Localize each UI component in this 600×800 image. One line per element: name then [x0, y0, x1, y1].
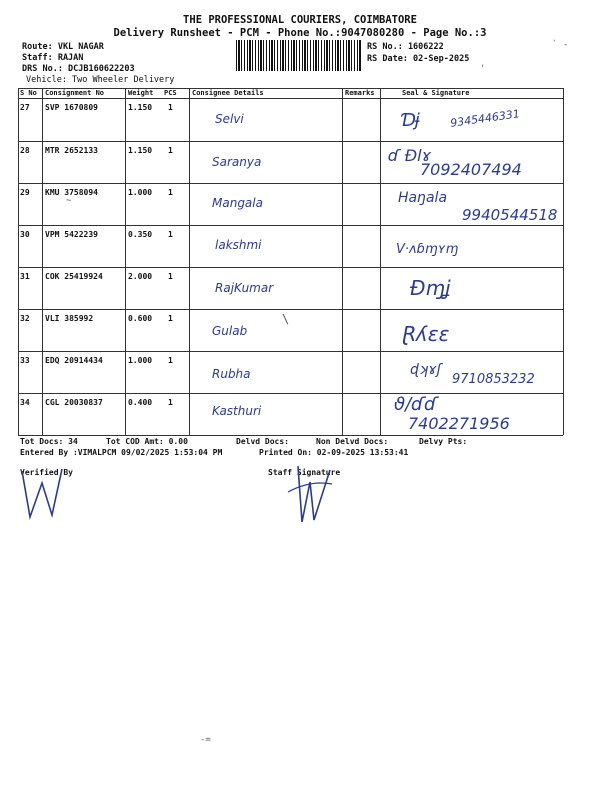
printed-on: Printed On: 02-09-2025 13:53:41 [259, 448, 409, 457]
signature-scrawl: Ɽʎɛɛ [402, 322, 450, 346]
barcode [236, 40, 361, 71]
col-header-sno: S No [20, 89, 37, 97]
pen-mark: ~ [66, 196, 72, 206]
scan-mark: ' [480, 64, 486, 74]
row-consignment: EDQ 20914434 [45, 356, 103, 365]
signature-scrawl: ɖʞɤʃ [410, 362, 442, 378]
row-divider [18, 141, 563, 142]
signature-scrawl: Haŋala [398, 190, 448, 206]
handwritten-consignee: RajKumar [215, 281, 274, 295]
row-pcs: 1 [168, 398, 173, 407]
route-label: Route: VKL NAGAR [22, 42, 104, 52]
row-divider [18, 225, 563, 226]
verified-by-signature [18, 465, 78, 525]
row-sno: 29 [20, 188, 30, 197]
col-header-pcs: PCS [164, 89, 177, 97]
col-header-consignee: Consignee Details [192, 89, 264, 97]
signature-scrawl: Ɖɱʝ [410, 276, 451, 300]
vehicle-label: Vehicle: Two Wheeler Delivery [26, 75, 175, 85]
handwritten-consignee: Saranya [212, 155, 262, 169]
handwritten-phone: 7092407494 [420, 160, 522, 179]
row-pcs: 1 [168, 146, 173, 155]
col-border [380, 88, 381, 435]
row-weight: 0.400 [128, 398, 153, 407]
signature-scrawl: ɗ Ɖlɤ [388, 146, 432, 165]
row-sno: 34 [20, 398, 30, 407]
row-consignment: SVP 1670809 [45, 103, 98, 112]
col-border [189, 88, 190, 435]
drs-number: DRS No.: DCJB160622203 [22, 64, 135, 74]
row-divider [18, 393, 563, 394]
row-weight: 1.000 [128, 356, 153, 365]
row-consignment: MTR 2652133 [45, 146, 98, 155]
row-pcs: 1 [168, 272, 173, 281]
handwritten-consignee: Kasthuri [212, 404, 262, 418]
row-consignment: COK 25419924 [45, 272, 103, 281]
row-weight: 1.150 [128, 146, 153, 155]
row-consignment: KMU 3758094 [45, 188, 98, 197]
row-sno: 32 [20, 314, 30, 323]
row-pcs: 1 [168, 356, 173, 365]
row-sno: 30 [20, 230, 30, 239]
row-pcs: 1 [168, 314, 173, 323]
row-sno: 33 [20, 356, 30, 365]
company-title: THE PROFESSIONAL COURIERS, COIMBATORE [183, 14, 417, 26]
col-header-weight: Weight [128, 89, 154, 97]
handwritten-phone: 9940544518 [462, 206, 558, 224]
row-sno: 31 [20, 272, 30, 281]
row-pcs: 1 [168, 103, 173, 112]
handwritten-consignee: Mangala [212, 196, 263, 210]
handwritten-phone: 7402271956 [408, 414, 510, 433]
col-border [18, 88, 19, 435]
row-pcs: 1 [168, 188, 173, 197]
row-sno: 27 [20, 103, 30, 112]
col-border [125, 88, 126, 435]
signature-scrawl: V·ʌɓɱʏɱ [396, 242, 459, 257]
handwritten-phone: 9710853232 [452, 372, 535, 387]
row-consignment: CGL 20030837 [45, 398, 103, 407]
row-weight: 1.000 [128, 188, 153, 197]
col-header-consignment: Consignment No [45, 89, 105, 97]
delivery-points: Delvy Pts: [419, 437, 468, 446]
handwritten-consignee: Gulab [212, 324, 248, 338]
row-divider [18, 351, 563, 352]
row-pcs: 1 [168, 230, 173, 239]
staff-label: Staff: RAJAN [22, 53, 84, 63]
col-border [42, 88, 43, 435]
col-border [342, 88, 343, 435]
signature-scrawl: ϑ/ɗɗ [394, 394, 438, 415]
row-divider [18, 267, 563, 268]
staff-signature-label: Staff Signature [268, 468, 341, 477]
row-consignment: VLI 385992 [45, 314, 94, 323]
delivered-docs: Delvd Docs: [236, 437, 289, 446]
verified-by-label: Verified By [20, 468, 73, 477]
col-header-signature: Seal & Signature [402, 89, 470, 97]
header-divider [18, 98, 563, 99]
handwritten-consignee: Selvi [215, 112, 244, 126]
row-sno: 28 [20, 146, 30, 155]
rs-date: RS Date: 02-Sep-2025 [367, 54, 470, 64]
handwritten-consignee: Rubha [212, 367, 251, 381]
row-divider [18, 309, 563, 310]
scan-mark: ` - [552, 40, 569, 50]
row-divider [18, 183, 563, 184]
row-weight: 1.150 [128, 103, 153, 112]
handwritten-consignee: lakshmi [215, 238, 262, 252]
total-docs: Tot Docs: 34 [20, 437, 78, 446]
col-border [563, 88, 564, 435]
staff-signature-mark [280, 462, 340, 530]
col-header-remarks: Remarks [345, 89, 375, 97]
row-consignment: VPM 5422239 [45, 230, 98, 239]
entered-by: Entered By :VIMALPCM 09/02/2025 1:53:04 PM [20, 448, 223, 457]
total-cod-amount: Tot COD Amt: 0.00 [106, 437, 188, 446]
table-bottom-border [18, 435, 563, 436]
pen-mark: \ [282, 312, 290, 326]
row-weight: 0.600 [128, 314, 153, 323]
row-weight: 0.350 [128, 230, 153, 239]
runsheet-title: Delivery Runsheet - PCM - Phone No.:9047080280 - Page No.:3 [113, 27, 487, 39]
non-delivered-docs: Non Delvd Docs: [316, 437, 389, 446]
rs-number: RS No.: 1606222 [367, 42, 444, 52]
row-weight: 2.000 [128, 272, 153, 281]
signature-scrawl: Ɗɉ [400, 110, 420, 131]
scan-mark: -= [200, 735, 211, 745]
handwritten-phone: 9345446331 [449, 107, 521, 130]
